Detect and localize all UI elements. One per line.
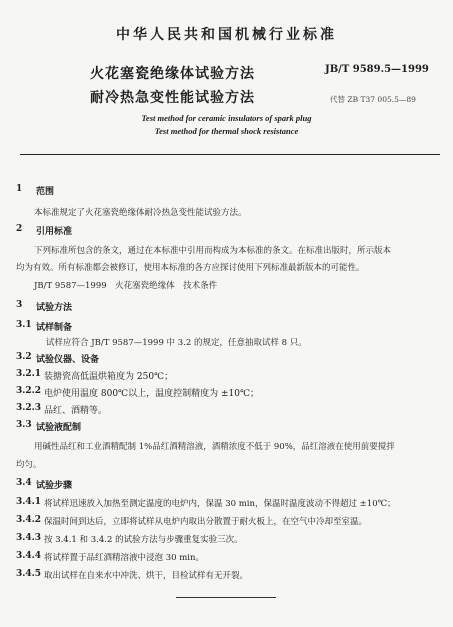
paragraph: 本标准规定了火花塞瓷绝缘体耐冷热急变性能试验方法。 xyxy=(34,208,247,218)
title-zh-line2: 耐冷热急变性能试验方法 xyxy=(90,90,255,106)
title-en-line1: Test method for ceramic insulators of spark plug xyxy=(141,113,312,123)
end-rule xyxy=(176,597,276,598)
title-en-line2: Test method for thermal shock resistance xyxy=(154,126,299,136)
paragraph: 试样应符合 JB/T 9587—1999 中 3.2 的规定，任意抽取试样 8 只。 xyxy=(46,338,307,348)
title-zh-line1: 火花塞瓷绝缘体试验方法 xyxy=(90,66,255,82)
reference-item: JB/T 9587—1999 火花塞瓷绝缘体 技术条件 xyxy=(34,281,218,291)
standard-category-header: 中华人民共和国机械行业标准 xyxy=(116,27,337,43)
paragraph: 下列标准所包含的条文，通过在本标准中引用而构成为本标准的条文。在标准出版时，所示版本 xyxy=(34,246,392,256)
standard-number: JB/T 9589.5—1999 xyxy=(325,64,429,75)
paragraph: 均为有效。所有标准都会被修订，使用本标准的各方应探讨使用下列标准最新版本的可能性。 xyxy=(16,263,365,273)
paragraph: 均匀。 xyxy=(16,460,42,470)
header-rule xyxy=(20,154,440,155)
replaces-note: 代替 ZB T37 005.5—89 xyxy=(330,95,416,104)
paragraph: 用碱性品红和工业酒精配制 1%品红酒精溶液，酒精浓度不低于 90%，品红溶液在使用前要搅拌 xyxy=(34,442,395,452)
